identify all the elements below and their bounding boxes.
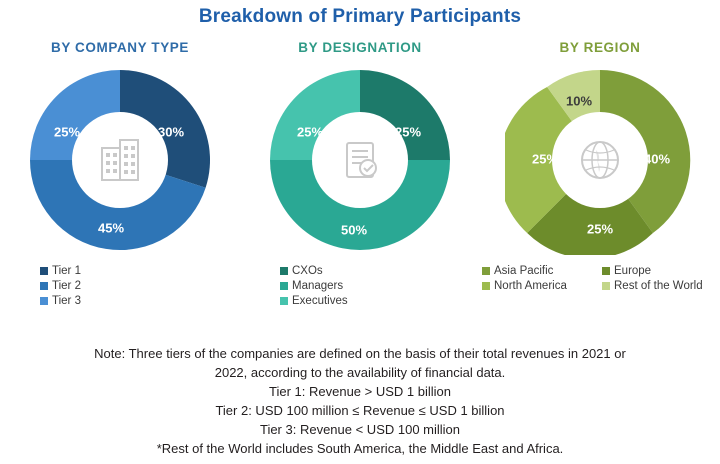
document-check-icon: [324, 124, 396, 196]
legend-item-cxos: [280, 265, 323, 277]
slice-label-north-america: 25%: [531, 151, 559, 167]
slice-label-asia-pacific: 40%: [643, 151, 671, 167]
chart-note: [0, 344, 720, 458]
legend-row: [482, 265, 718, 277]
legend-item-north-america: [482, 280, 598, 292]
legend-swatch-icon: [40, 297, 48, 305]
legend-swatch-icon: [482, 267, 490, 275]
slice-label-tier-3: 25%: [53, 124, 81, 140]
donut-chart-designation: [265, 65, 455, 255]
legend-item-executives: [280, 295, 348, 307]
donut-chart-region: [505, 65, 695, 255]
panel-title-designation: BY DESIGNATION: [298, 40, 422, 55]
legend-row: [280, 295, 440, 307]
panel-title-company-type: BY COMPANY TYPE: [50, 40, 190, 55]
legend-swatch-icon: [602, 282, 610, 290]
legend-label: Tier 3: [52, 295, 81, 307]
note-line-4: Tier 3: Revenue < USD 100 million: [259, 422, 461, 437]
panel-designation: [240, 40, 480, 310]
slice-label-executives: 25%: [296, 124, 324, 140]
donut-chart-company-type: [25, 65, 215, 255]
legend-item-asia-pacific: [482, 265, 598, 277]
legend-label: Tier 2: [52, 280, 81, 292]
legend-row: [40, 280, 200, 292]
panel-region: [480, 40, 720, 295]
legend-swatch-icon: [280, 267, 288, 275]
legend-label: Rest of the World: [614, 280, 703, 292]
legend-item-tier-2: [40, 280, 81, 292]
legend-swatch-icon: [482, 282, 490, 290]
legend-label: Asia Pacific: [494, 265, 554, 277]
legend-item-tier-1: [40, 265, 81, 277]
legend-item-europe: [602, 265, 718, 277]
legend-item-tier-3: [40, 295, 81, 307]
legend-item-managers: [280, 280, 343, 292]
legend-swatch-icon: [280, 282, 288, 290]
legend-row: [482, 280, 718, 292]
legend-company-type: [40, 265, 200, 307]
legend-label: Managers: [292, 280, 344, 292]
note-line-3: Tier 2: USD 100 million ≤ Revenue ≤ USD 1 billion: [215, 403, 505, 418]
note-line-5: *Rest of the World includes South America, the Middle East and Africa.: [156, 441, 564, 456]
legend-swatch-icon: [602, 267, 610, 275]
legend-label: CXOs: [292, 265, 323, 277]
legend-row: [40, 295, 200, 307]
globe-icon: [564, 124, 636, 196]
slice-label-managers: 50%: [340, 222, 368, 238]
legend-label: Tier 1: [52, 265, 81, 277]
slice-label-tier-2: 45%: [97, 220, 125, 236]
slice-label-tier-1: 30%: [157, 124, 185, 140]
legend-label: Europe: [614, 265, 652, 277]
note-line-1: Note: Three tiers of the companies are defined on the basis of their total revenues in 2021 or 2022, according to the availability of financial data.: [94, 346, 626, 380]
legend-label: North America: [494, 280, 567, 292]
note-line-2: Tier 1: Revenue > USD 1 billion: [269, 384, 451, 399]
legend-row: [40, 265, 200, 277]
buildings-icon: [84, 124, 156, 196]
legend-region: [482, 265, 718, 292]
legend-swatch-icon: [40, 267, 48, 275]
panel-title-region: BY REGION: [559, 40, 641, 55]
slice-label-europe: 25%: [586, 221, 614, 237]
legend-designation: [280, 265, 440, 307]
legend-row: [280, 280, 440, 292]
legend-label: Executives: [292, 295, 348, 307]
slice-label-cxos: 25%: [394, 124, 422, 140]
legend-row: [280, 265, 440, 277]
legend-swatch-icon: [280, 297, 288, 305]
page-title: Breakdown of Primary Participants: [198, 6, 522, 27]
slice-label-rest-of-world: 10%: [565, 93, 593, 109]
legend-swatch-icon: [40, 282, 48, 290]
panel-company-type: [0, 40, 240, 310]
legend-item-rest-of-the-world: [602, 280, 718, 292]
